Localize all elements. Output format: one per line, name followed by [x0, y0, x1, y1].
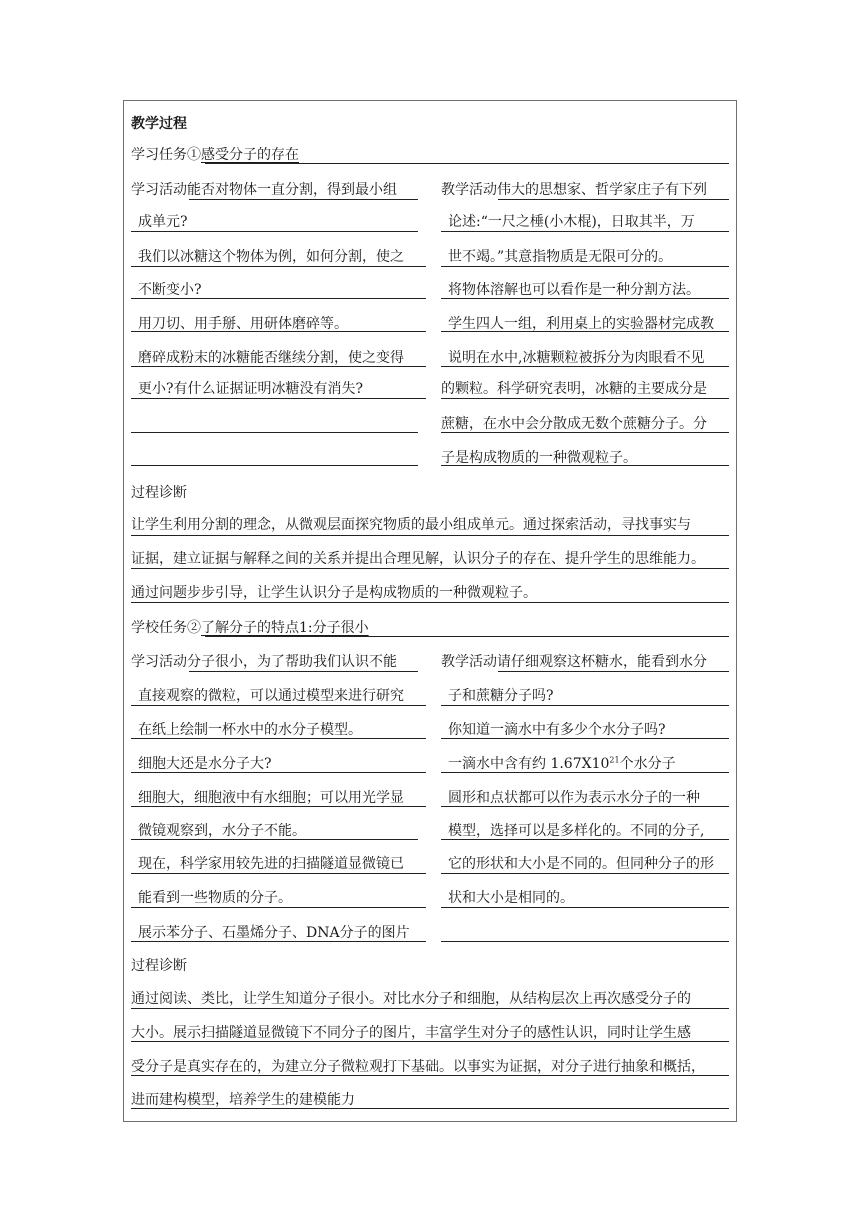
rule: [131, 907, 426, 908]
rule: [131, 1008, 729, 1009]
rule: [131, 738, 426, 739]
task2-left-line-3: 在纸上绘制一杯水中的水分子模型。: [138, 722, 362, 738]
rule: [441, 432, 729, 433]
task2-left-label: 学习活动: [131, 654, 187, 670]
task1-left-line-2: 成单元?: [138, 214, 188, 230]
rule: [131, 839, 418, 840]
task1-right-line-4: 将物体溶解也可以看作是一种分割方法。: [448, 282, 700, 298]
task1-right-line-3: 世不竭。”其意指物质是无限可分的。: [448, 249, 673, 265]
water-count-exponent: 21: [609, 755, 620, 765]
task2-left-line-8: 能看到一些物质的分子。: [138, 890, 292, 906]
task2-diagnosis-line-3: 受分子是真实存在的，为建立分子微粒观打下基础。以事实为证据，对分子进行抽象和概括，: [131, 1059, 705, 1075]
rule: [498, 199, 729, 200]
task2-right-text: 请仔细观察这杯糖水，能看到水分: [497, 654, 707, 670]
task2-right-line-2: 子和蔗糖分子吗?: [448, 688, 554, 704]
rule: [441, 806, 729, 807]
rule: [441, 772, 729, 773]
rule: [131, 568, 729, 569]
task1-right-text: 伟大的思想家、哲学家庄子有下列: [497, 182, 707, 198]
task1-right-line-1: [441, 182, 707, 199]
rule: [441, 231, 729, 232]
task2-right-line-3: 你知道一滴水中有多少个水分子吗?: [448, 722, 666, 738]
task1-diagnosis-line-3: 通过问题步步引导，让学生认识分子是构成物质的一种微观粒子。: [131, 585, 537, 601]
rule: [189, 199, 418, 200]
task1-left-line-5: 用刀切、用手掰、用研体磨碎等。: [138, 316, 348, 332]
rule: [189, 671, 418, 672]
task2-left-line-5: 细胞大，细胞液中有水细胞；可以用光学显: [138, 790, 404, 806]
task1-right-line-6: 说明在水中,冰糖颗粒被拆分为肉眼看不见: [448, 350, 705, 366]
task2-right-line-4: [448, 756, 676, 773]
rule: [441, 941, 729, 942]
task2-right-label: 教学活动: [441, 654, 497, 670]
task2-diagnosis-line-1: 通过阅读、类比，让学生知道分子很小。对比水分子和细胞，从结构层次上再次感受分子的: [131, 991, 691, 1007]
task2-title: 了解分子的特点1:分子很小: [201, 620, 369, 636]
task2-left-line-7: 现在，科学家用较先进的扫描隧道显微镜已: [138, 856, 404, 872]
water-count-suffix: 个水分子: [619, 756, 676, 772]
rule: [498, 671, 729, 672]
rule: [131, 298, 426, 299]
rule: [441, 907, 729, 908]
rule: [441, 705, 729, 706]
task2-right-line-5: 圆形和点状都可以作为表示水分子的一种: [448, 790, 700, 806]
task1-diagnosis-line-1: 让学生利用分割的理念，从微观层面探究物质的最小组成单元。通过探索活动，寻找事实与: [131, 517, 691, 533]
rule: [131, 1075, 729, 1076]
rule: [441, 266, 729, 267]
task2-left-line-6: 微镜观察到，水分子不能。: [138, 823, 306, 839]
task1-left-line-1: [131, 182, 397, 199]
rule: [441, 738, 729, 739]
task1-right-line-9: 子是构成物质的一种微观粒子。: [441, 450, 637, 466]
section-heading: 教学过程: [131, 116, 187, 132]
task1-left-line-7: 更小?有什么证据证明冰糖没有消失?: [138, 381, 364, 397]
task1-diagnosis-label: 过程诊断: [131, 485, 187, 501]
rule: [131, 941, 426, 942]
rule: [131, 465, 418, 466]
task2-right-line-7: 它的形状和大小是不同的。但同种分子的形: [448, 856, 714, 872]
rule: [131, 432, 418, 433]
task1-diagnosis-line-2: 证据，建立证据与解释之间的关系并提出合理见解，认识分子的存在、提升学生的思维能力。: [131, 551, 705, 567]
task2-right-line-1: [441, 654, 707, 671]
task2-left-line-4: 细胞大还是水分子大?: [138, 756, 272, 772]
rule: [131, 602, 729, 603]
rule: [131, 806, 426, 807]
rule: [441, 298, 729, 299]
task1-right-line-2: 论述:“一尺之棰(小木棍)，日取其半，万: [448, 214, 695, 230]
task1-right-line-5: 学生四人一组，利用桌上的实验器材完成教: [448, 316, 714, 332]
rule: [131, 705, 426, 706]
task1-line: [131, 147, 299, 164]
task2-left-line-2: 直接观察的微粒，可以通过模型来进行研究: [138, 688, 404, 704]
task2-left-text: 分子很小，为了帮助我们认识不能: [187, 654, 397, 670]
task2-label: 学校任务②: [131, 620, 201, 636]
task1-label: 学习任务①: [131, 147, 201, 163]
task2-right-line-6: 模型，选择可以是多样化的。不同的分子,: [448, 823, 705, 839]
task2-diagnosis-line-2: 大小。展示扫描隧道显微镜下不同分子的图片，丰富学生对分子的感性认识，同时让学生感: [131, 1025, 691, 1041]
task2-left-line-9: 展示苯分子、石墨烯分子、DNA分子的图片: [138, 925, 410, 941]
task2-diagnosis-label: 过程诊断: [131, 958, 187, 974]
task1-left-line-3: 我们以冰糖这个物体为例，如何分割，使之: [138, 249, 404, 265]
rule: [441, 839, 729, 840]
rule: [441, 465, 729, 466]
task1-right-line-7: 的颗粒。科学研究表明，冰糖的主要成分是: [441, 381, 707, 397]
water-count-text: 一滴水中含有约 1.67X10: [448, 756, 610, 772]
task1-left-label: 学习活动: [131, 182, 187, 198]
rule: [441, 398, 729, 399]
rule: [131, 873, 426, 874]
rule: [131, 535, 729, 536]
rule: [131, 772, 426, 773]
rule: [205, 636, 729, 637]
task1-left-line-4: 不断变小?: [138, 282, 202, 298]
task1-left-line-6: 磨碎成粉末的冰糖能否继续分割，使之变得: [138, 350, 404, 366]
rule: [205, 163, 729, 164]
rule: [131, 331, 426, 332]
task2-left-line-1: [131, 654, 397, 671]
task2-line: [131, 620, 369, 637]
rule: [131, 1041, 729, 1042]
rule: [441, 366, 729, 367]
rule: [441, 331, 729, 332]
rule: [131, 366, 426, 367]
task1-right-label: 教学活动: [441, 182, 497, 198]
rule: [131, 266, 426, 267]
rule: [131, 1108, 729, 1109]
task2-diagnosis-line-4: 进而建构模型，培养学生的建模能力: [131, 1092, 355, 1108]
rule: [441, 873, 729, 874]
task1-right-line-8: 蔗糖，在水中会分散成无数个蔗糖分子。分: [441, 416, 707, 432]
rule: [131, 398, 426, 399]
task1-title: 感受分子的存在: [201, 147, 299, 163]
task1-left-text: 能否对物体一直分割，得到最小组: [187, 182, 397, 198]
task2-right-line-8: 状和大小是相同的。: [448, 890, 574, 906]
rule: [131, 231, 418, 232]
